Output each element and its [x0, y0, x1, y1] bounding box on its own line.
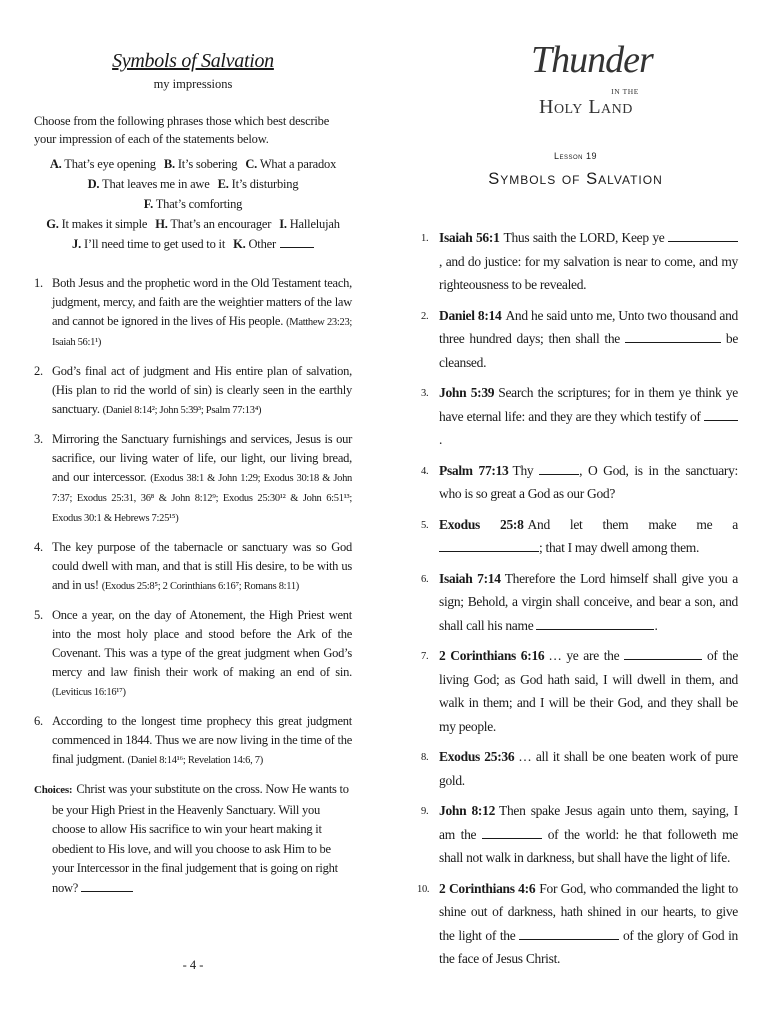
verse-reference: Psalm 77:13 — [439, 462, 509, 478]
verse-item — [413, 745, 738, 792]
verse-number: 10. — [417, 883, 430, 895]
phrase-text: It makes it simple — [61, 217, 148, 231]
phrase-option[interactable] — [245, 154, 336, 174]
verse-list — [413, 226, 738, 978]
verse-reference: Isaiah 56:1 — [439, 230, 500, 245]
lesson-number-text: Lesson 19 — [553, 151, 598, 161]
verse-number: 4. — [421, 465, 429, 477]
phrase-text: Other — [248, 237, 276, 251]
phrase-row — [34, 174, 352, 214]
statement-reference: (Exodus 38:1 & John 1:29; Exodus 30:18 & John 7:37; Exodus 25:31, 36⁸ & John 8:12⁹; Exodus 25:30¹² & John 6:51¹³; Exodus 30:1 & Hebrews 7:25¹⁵) — [52, 473, 352, 524]
verse-item — [413, 226, 738, 297]
logo-holy-land-text — [539, 96, 633, 119]
verse-number: 8. — [421, 752, 429, 763]
statement-item — [34, 430, 352, 528]
verse-number: 2. — [421, 310, 429, 322]
impressions-title: Symbols of Salvation — [112, 50, 274, 72]
statement-text: According to the longest time prophecy this great judgment commenced in 1844. Thus we are now living in the time of the final judgment. — [52, 714, 352, 766]
phrase-text: That’s comforting — [155, 197, 243, 211]
choices-label: Choices: — [34, 784, 73, 796]
verse-text-before: And he said unto me, Unto two thousand and three hundred days; then shall the — [439, 307, 738, 346]
verse-reference: Daniel 8:14 — [439, 307, 502, 323]
verse-item — [413, 381, 738, 452]
verse-item — [413, 799, 738, 870]
verse-text-before: And let them make me a — [527, 516, 738, 532]
phrase-letter: E. — [217, 177, 229, 191]
verse-reference: Isaiah 7:14 — [439, 570, 501, 586]
verse-text-after: . — [654, 617, 658, 633]
statement-text: The key purpose of the tabernacle or sanctuary was so God could dwell with man, and that is still His desire, to be with us and in us! — [52, 540, 352, 592]
choices-text: Christ was your substitute on the cross. Now He wants to be your High Priest in the Heavenly Sanctuary. Will you choose to allow His sacrifice to win your heart making it obedient to His love, and will you choose to ask Him to be your Intercessor in the final judgement that is going on right now? — [52, 782, 349, 895]
thunder-in-the-holy-land-logo — [531, 38, 653, 122]
verse-text-before: … ye are the — [548, 648, 620, 663]
phrase-option[interactable] — [72, 234, 225, 254]
phrase-letter: K. — [233, 237, 246, 251]
statement-number: 5. — [34, 608, 43, 622]
verse-text-before: Search the scriptures; for in them ye think ye have eternal life: and they are they which testify of — [439, 385, 738, 424]
verse-text-before: … all it shall be one beaten work of pure gold. — [439, 749, 738, 788]
verse-item — [413, 304, 738, 375]
phrase-text: What a paradox — [259, 157, 337, 171]
verse-item — [413, 567, 738, 638]
statement-reference: (Daniel 8:14¹⁶; Revelation 14:6, 7) — [127, 755, 263, 766]
phrase-text: I’ll need time to get used to it — [83, 237, 226, 251]
logo-thunder-text: Thunder — [531, 39, 653, 81]
phrase-text: That’s eye opening — [64, 157, 156, 171]
statement-reference: (Matthew 23:23; Isaiah 56:1¹) — [52, 317, 353, 348]
verse-item — [413, 513, 738, 560]
choices-answer-blank[interactable] — [81, 879, 133, 892]
statement-text: Both Jesus and the prophetic word in the Old Testament teach, judgment, mercy, and faith are the weightier matters of the law and cannot be ignored in the lives of His people. — [52, 276, 352, 328]
phrase-row — [34, 234, 352, 254]
verse-answer-blank[interactable] — [539, 461, 579, 475]
phrase-option[interactable] — [279, 214, 340, 234]
phrase-text: It’s disturbing — [231, 177, 299, 191]
phrase-letter: I. — [279, 217, 287, 231]
logo-holy-land-words: Holy Land — [539, 96, 633, 118]
verse-text-after: of the glory of God in the face of Jesus Christ. — [439, 927, 738, 966]
lesson-title: Symbols of Salvation — [488, 170, 663, 188]
phrase-option[interactable] — [88, 174, 210, 194]
statement-item — [34, 538, 352, 596]
verse-text-after: be cleansed. — [439, 331, 739, 370]
verse-answer-blank[interactable] — [624, 647, 702, 661]
phrase-letter: C. — [245, 157, 258, 171]
verse-text-after: of the world: he that followeth me shall not walk in darkness, but shall have the light of life. — [439, 826, 739, 865]
verse-text-before: Then spake Jesus again unto them, saying, I am the — [439, 803, 738, 842]
statement-reference: (Daniel 8:14²; John 5:39³; Psalm 77:13⁴) — [102, 405, 262, 416]
verse-number: 6. — [421, 573, 429, 585]
verse-answer-blank[interactable] — [668, 229, 738, 243]
verse-answer-blank[interactable] — [482, 825, 542, 839]
verse-text-before: Thy — [512, 462, 534, 478]
phrase-options — [34, 154, 352, 254]
phrase-letter: G. — [46, 217, 59, 231]
phrase-option[interactable] — [218, 174, 299, 194]
phrase-letter: B. — [163, 157, 175, 171]
phrase-option[interactable] — [164, 154, 238, 174]
verse-reference: 2 Corinthians 4:6 — [439, 880, 536, 896]
verse-answer-blank[interactable] — [519, 926, 619, 940]
phrase-row — [34, 214, 352, 234]
verse-text-after: ; that I may dwell among them. — [539, 540, 700, 555]
phrase-option[interactable] — [144, 194, 242, 214]
verse-reference: Exodus 25:36 — [439, 749, 515, 764]
verse-answer-blank[interactable] — [704, 407, 738, 421]
phrase-option[interactable] — [46, 214, 147, 234]
verse-answer-blank[interactable] — [536, 616, 654, 630]
statement-text: God’s final act of judgment and His entire plan of salvation, (His plan to rid the world of sin) is clearly seen in the earthly sanctuary. — [52, 364, 352, 416]
statement-item — [34, 712, 352, 770]
other-answer-blank[interactable] — [280, 236, 314, 249]
verse-number: 7. — [421, 651, 429, 662]
statement-reference: (Exodus 25:8⁵; 2 Corinthians 6:16⁷; Romans 8:11) — [101, 581, 299, 592]
impressions-column — [34, 50, 352, 898]
statement-item — [34, 606, 352, 702]
phrase-text: That’s an encourager — [170, 217, 272, 231]
verse-text-before: For God, who commanded the light to shine out of darkness, hath shined in our hearts, to give the light of the — [439, 880, 738, 943]
statement-item — [34, 274, 352, 352]
statement-number: 1. — [34, 276, 43, 290]
verse-answer-blank[interactable] — [625, 330, 721, 344]
statement-text: Mirroring the Sanctuary furnishings and services, Jesus is our sacrifice, our living water of life, our light, our living bread, and our intercessor. — [52, 432, 352, 484]
verse-reference: Exodus 25:8 — [439, 516, 524, 532]
statement-number: 4. — [34, 540, 43, 554]
choices-paragraph — [34, 780, 352, 898]
verse-text-after: , and do justice: for my salvation is near to come, and my righteousness to be revealed. — [439, 253, 738, 292]
verse-reference: 2 Corinthians 6:16 — [439, 648, 545, 663]
phrase-text: It’s sobering — [177, 157, 238, 171]
verse-item — [413, 644, 738, 738]
phrase-letter: A. — [49, 157, 62, 171]
statement-number: 2. — [34, 364, 43, 378]
phrase-text: Hallelujah — [289, 217, 340, 231]
verse-text-before: Thus saith the LORD, Keep ye — [503, 230, 665, 245]
phrase-letter: H. — [155, 217, 168, 231]
statement-text: Once a year, on the day of Atonement, the High Priest went into the most holy place and stood before the Ark of the Covenant. This was a type of the great judgment when God’s mercy and law finish their work of making an end of sin. — [52, 608, 352, 679]
statement-number: 3. — [34, 432, 43, 446]
statement-item — [34, 362, 352, 420]
verse-text-after: , O God, is in the sanctuary: who is so great a God as our God? — [439, 462, 738, 501]
instructions-text: Choose from the following phrases those which best describe your impression of each of the statements below. — [34, 114, 330, 146]
verse-number: 3. — [421, 388, 429, 399]
phrase-letter: F. — [143, 197, 153, 211]
verse-reference: John 5:39 — [439, 385, 495, 400]
page-number: - 4 - — [182, 958, 204, 972]
statement-list — [34, 274, 352, 770]
verse-item — [413, 459, 738, 506]
verse-text-after: of the living God; as God hath said, I will dwell in them, and walk in them; and I will be their God, and they shall be my people. — [439, 648, 739, 734]
logo-in-the-text: IN THE — [611, 87, 639, 96]
phrase-text: That leaves me in awe — [102, 177, 210, 191]
phrase-option[interactable] — [233, 234, 314, 254]
verse-item — [413, 877, 738, 971]
phrase-option[interactable] — [50, 154, 156, 174]
phrase-letter: D. — [87, 177, 100, 191]
impressions-subtitle: my impressions — [153, 77, 233, 91]
verse-reference: John 8:12 — [439, 803, 496, 818]
verse-answer-blank[interactable] — [439, 539, 539, 553]
phrase-option[interactable] — [155, 214, 271, 234]
verse-number: 1. — [421, 233, 429, 244]
statement-reference: (Leviticus 16:16¹⁷) — [52, 687, 126, 698]
phrase-row — [34, 154, 352, 174]
phrase-letter: J. — [72, 237, 82, 251]
verse-text-after: . — [439, 432, 443, 447]
verse-text-before: Therefore the Lord himself shall give you a sign; Behold, a virgin shall conceive, and bear a son, and shall call his name — [439, 570, 738, 633]
statement-number: 6. — [34, 714, 43, 728]
lesson-number — [413, 151, 738, 161]
verse-number: 9. — [421, 806, 429, 817]
verse-number: 5. — [421, 519, 429, 531]
